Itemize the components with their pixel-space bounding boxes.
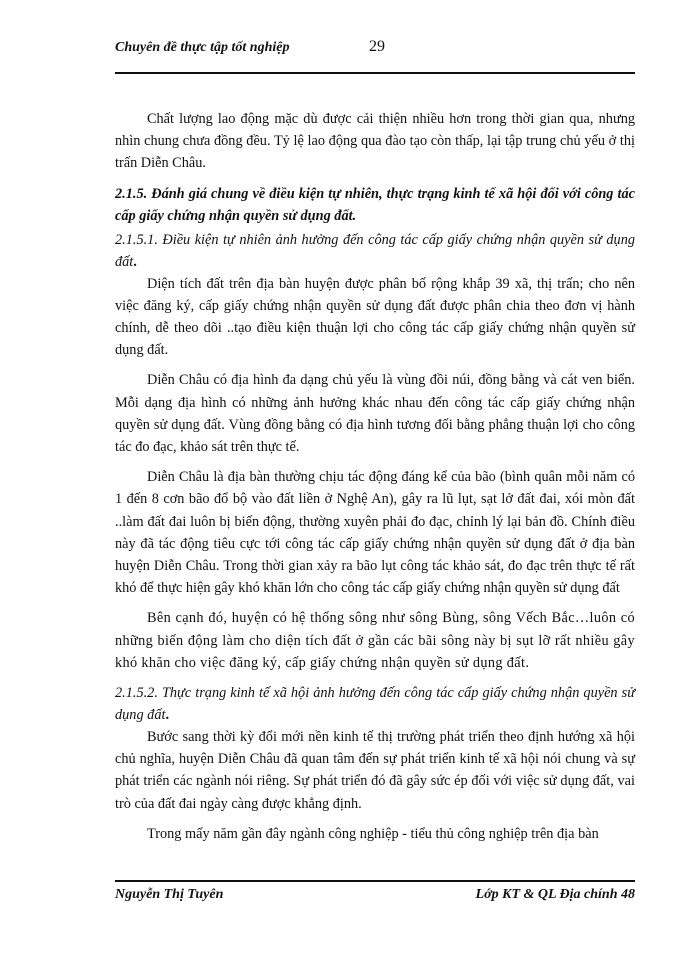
subsection-heading-text: 2.1.5.2. Thực trạng kinh tế xã hội ảnh hưởng đến công tác cấp giấy chứng nhận quyền sử dụng đất bbox=[115, 685, 635, 724]
class-name: Lớp KT & QL Địa chính 48 bbox=[475, 887, 635, 902]
page-footer bbox=[115, 887, 635, 907]
subsection-heading-text: 2.1.5.1. Điều kiện tự nhiên ảnh hưởng đến công tác cấp giấy chứng nhận quyền sử dụng đất bbox=[115, 231, 635, 270]
page-header bbox=[115, 40, 635, 60]
section-heading-2-1-5: 2.1.5. Đánh giá chung về điều kiện tự nhiên, thực trạng kinh tế xã hội đối với công tác cấp giấy chứng nhận quyền sử dụng đất. bbox=[115, 185, 635, 224]
author-name: Nguyễn Thị Tuyên bbox=[115, 887, 224, 902]
subsection-heading-2-1-5-1 bbox=[115, 229, 635, 273]
header-divider bbox=[115, 72, 635, 74]
paragraph-industry: Trong mấy năm gần đây ngành công nghiệp - tiểu thủ công nghiệp trên địa bàn bbox=[147, 825, 599, 842]
paragraph-economy: Bước sang thời kỳ đổi mới nền kinh tế thị trường phát triển theo định hướng xã hội chủ nghĩa, huyện Diễn Châu đã quan tâm đến sự phát triển kinh tế xã hội nói chung và sự phát triển các ngành nói riêng. Sự phát triển đó đã gây sức ép đối với việc sử dụng đất, vai trò của đất đai ngày càng được khẳng định. bbox=[115, 729, 635, 812]
heading-period: . bbox=[165, 707, 170, 724]
paragraph-labor-quality: Chất lượng lao động mặc dù được cải thiện nhiều hơn trong thời gian qua, nhưng nhìn chung chưa đồng đều. Tỷ lệ lao động qua đào tạo còn thấp, lại tập trung chủ yếu ở thị trấn Diễn Châu. bbox=[115, 111, 635, 172]
paragraph-land-area: Diện tích đất trên địa bàn huyện được phân bố rộng khắp 39 xã, thị trấn; cho nên việc đăng ký, cấp giấy chứng nhận quyền sử dụng đất được phân chia theo đơn vị hành chính, dễ theo dõi ..tạo điều kiện thuận lợi cho công tác cấp giấy chứng nhận quyền sử dụng đất. bbox=[115, 275, 635, 359]
heading-period: . bbox=[133, 253, 137, 270]
paragraph-rivers: Bên cạnh đó, huyện có hệ thống sông như sông Bùng, sông Vếch Bắc…luôn có những biến động làm cho diện tích đất ở gần các bãi sông này bị sụt lỡ rất nhiều gây khó khăn cho việc đăng ký, cấp giấy chứng nhận quyền sử dụng đất. bbox=[115, 610, 635, 671]
footer-divider bbox=[115, 880, 635, 882]
page-body bbox=[115, 108, 635, 847]
document-title: Chuyên đề thực tập tốt nghiệp bbox=[115, 40, 290, 55]
paragraph-storms: Diễn Châu là địa bàn thường chịu tác động đáng kể của bão (bình quân mỗi năm có 1 đến 8 cơn bão đổ bộ vào đất liền ở Nghệ An), gây ra lũ lụt, sạt lở đất đai, xói mòn đất ..làm đất đai luôn bị biến động, thường xuyên phải đo đạc, chỉnh lý lại bản đồ. Chính điều này đã tác động tiêu cực tới công tác cấp giấy chứng nhận quyền sử dụng đất ở địa bàn huyện Diễn Châu. Trong thời gian xảy ra bão lụt công tác khảo sát, đo đạc trên thực tế rất khó để thực hiện gây khó khăn lớn cho công tác cấp giấy chứng nhận quyền sử dụng đất bbox=[115, 469, 635, 597]
page-number: 29 bbox=[369, 38, 385, 55]
paragraph-terrain: Diễn Châu có địa hình đa dạng chủ yếu là vùng đồi núi, đồng bằng và cát ven biển. Mỗi dạng địa hình có những ảnh hưởng khác nhau đến công tác cấp giấy chứng nhận quyền sử dụng đất. Vùng đồng bằng có địa hình tương đối bằng phẳng thuận lợi cho công tác đo đạc, khảo sát trên thực tế. bbox=[115, 372, 635, 456]
subsection-heading-2-1-5-2 bbox=[115, 682, 635, 726]
